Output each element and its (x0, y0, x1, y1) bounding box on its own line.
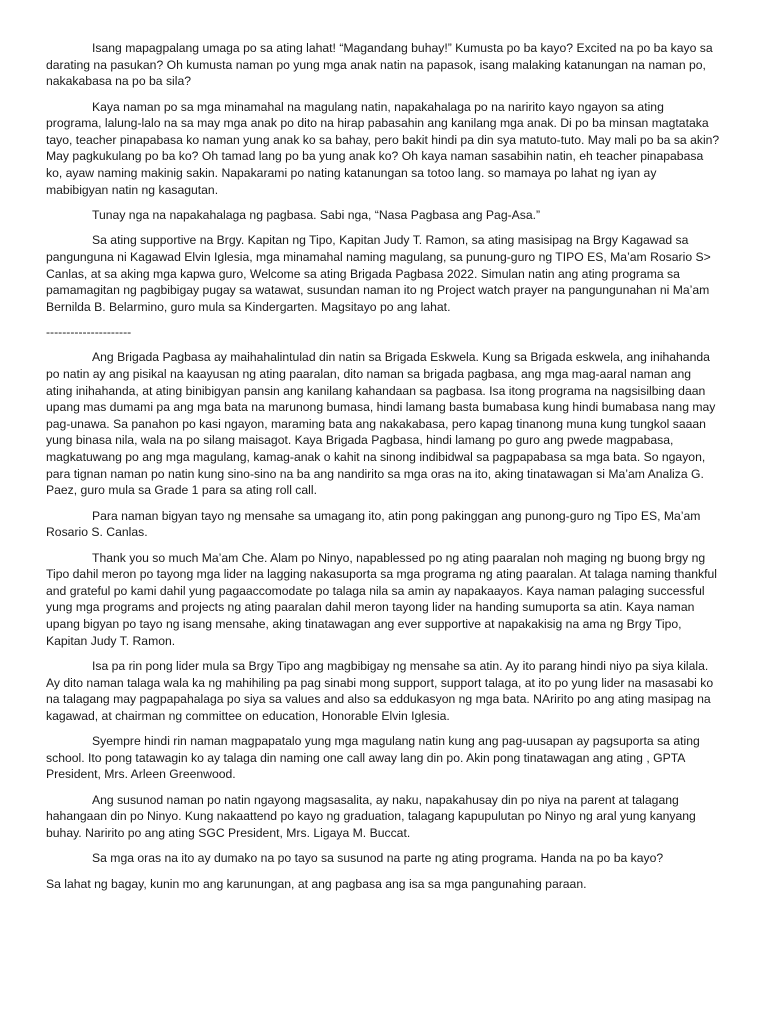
paragraph-kapitan: Thank you so much Ma’am Che. Alam po Ninyo, napablessed po ng ating paaralan noh maging ng buong brgy ng Tipo dahil meron po tayong mga lider na lagging nakasuporta sa mga programa ng ating paaralan. At talaga naming thankful and grateful po kami dahil yung pagaaccomodate po talaga nila sa amin ay napakaayos. Kaya naman palaging successful yung mga programs and projects ng ating paaralan dahil meron tayong lider na handing sumuporta sa atin. Kaya naman upang bigyan po tayo ng isang mensahe, aking tinatawagan ang ever supportive at napakakisig na ama ng Brgy Tipo, Kapitan Judy T. Ramon. (46, 550, 717, 648)
document-page (46, 40, 720, 901)
paragraph-gpta: Syempre hindi rin naman magpapatalo yung mga magulang natin kung ang pag-uusapan ay pagsuporta sa ating school. Ito pong tatawagin ko ay talaga din naming one call away lang din po. Akin pong tinatawagan ang ating , GPTA President, Mrs. Arleen Greenwood. (46, 734, 700, 782)
paragraph-brigada: Ang Brigada Pagbasa ay maihahalintulad din natin sa Brigada Eskwela. Kung sa Brigada eskwela, ang inihahanda po natin ay ang pisikal na kaayusan ng ating paaralan, dito naman sa brigada pagbasa, ang mga mag-aaral naman ang ating inihahanda, at ating binibigyan pansin ang kanilang kahandaan sa pagbasa. Isa itong programa na nagsisilbing daan upang mas dumami pa ang mga bata na marunong bumasa, hindi lamang basta bumabasa kung hindi bumabasa nang may pag-unawa. Sa panahon po kasi ngayon, maraming bata ang nakakabasa, pero kapag tinanong muna kung tungkol saaan yung binasa nila, wala na po silang maisagot. Kaya Brigada Pagbasa, hindi lamang po guro ang pwede magpabasa, magkatuwang po ang mga magulang, kamag-anak o kahit na sinong indibidwal sa pagpapabasa sa mga bata. So ngayon, para tignan naman po natin kung sino-sino na ba ang nandirito sa mga oras na ito, aking tinatawagan si Ma’am Analiza G. Paez, guro mula sa Grade 1 para sa ating roll call. (46, 350, 716, 498)
paragraph-parents: Kaya naman po sa mga minamahal na magulang natin, napakahalaga po na naririto kayo ngayon sa ating programa, lalung-lalo na sa may mga anak po dito na hirap pabasahin ang kanilang mga anak. Di po ba minsan magtataka tayo, teacher pinapabasa ko naman yung anak ko sa bahay, pero bakit hindi pa din sya matuto-tuto. May mali po ba sa akin? May pagkukulang po ba ko? Oh tamad lang po ba yung anak ko? Oh kaya naman sasabihin natin, eh teacher pinapabasa ko, ayaw naming makinig sakin. Napakarami po nating katanungan sa totoo lang. so mamaya po lahat ng iyan ay mabibigyan natin ng kasagutan. (46, 99, 720, 197)
paragraph-quote: Tunay nga na napakahalaga ng pagbasa. Sabi nga, “Nasa Pagbasa ang Pag-Asa.” (92, 207, 541, 222)
paragraph-welcome: Sa ating supportive na Brgy. Kapitan ng Tipo, Kapitan Judy T. Ramon, sa ating masisipag na Brgy Kagawad sa pangunguna ni Kagawad Elvin Iglesia, mga minamahal naming magulang, sa punung-guro ng TIPO ES, Ma’am Rosario S> Canlas, at sa aking mga kapwa guro, Welcome sa ating Brigada Pagbasa 2022. Simulan natin ang ating programa sa pamamagitan ng pagbibigay pugay sa watawat, susundan naman ito ng Project watch prayer na pangungunahan ni Ma’am Bernilda B. Belarmino, guro mula sa Kindergarten. Magsitayo po ang lahat. (46, 233, 711, 314)
paragraph-sgc: Ang susunod naman po natin ngayong magsasalita, ay naku, napakahusay din po niya na parent at talagang hahangaan din po Ninyo. Kung nakaattend po kayo ng graduation, talagang kapupulutan po Ninyo ng aral yung kanyang buhay. Naririto po ang ating SGC President, Mrs. Ligaya M. Buccat. (46, 792, 696, 840)
section-divider: --------------------- (46, 325, 132, 340)
paragraph-next-part: Sa mga oras na ito ay dumako na po tayo sa susunod na parte ng ating programa. Handa na po ba kayo? (92, 851, 664, 866)
paragraph-principal: Para naman bigyan tayo ng mensahe sa umagang ito, atin pong pakinggan ang punong-guro ng Tipo ES, Ma’am Rosario S. Canlas. (46, 508, 701, 540)
paragraph-closing: Sa lahat ng bagay, kunin mo ang karunungan, at ang pagbasa ang isa sa mga pangunahing paraan. (46, 876, 587, 891)
paragraph-greeting: Isang mapagpalang umaga po sa ating lahat! “Magandang buhay!” Kumusta po ba kayo? Excited na po ba kayo sa darating na pasukan? Oh kumusta naman po yung mga anak natin na papasok, isang malaking katanungan na naman po, nakakabasa na po ba sila? (46, 41, 713, 89)
paragraph-kagawad: Isa pa rin pong lider mula sa Brgy Tipo ang magbibigay ng mensahe sa atin. Ay ito parang hindi niyo pa siya kilala. Ay dito naman talaga wala ka ng mahihiling pa pag sinabi mong support, support talaga, at ito po yung lider na masasabi ko na talagang may pagpapahalaga po siya sa values and also sa eddukasyon ng mga bata. NAririto po ang ating masipag na kagawad, at chairman ng committee on education, Honorable Elvin Iglesia. (46, 658, 714, 723)
